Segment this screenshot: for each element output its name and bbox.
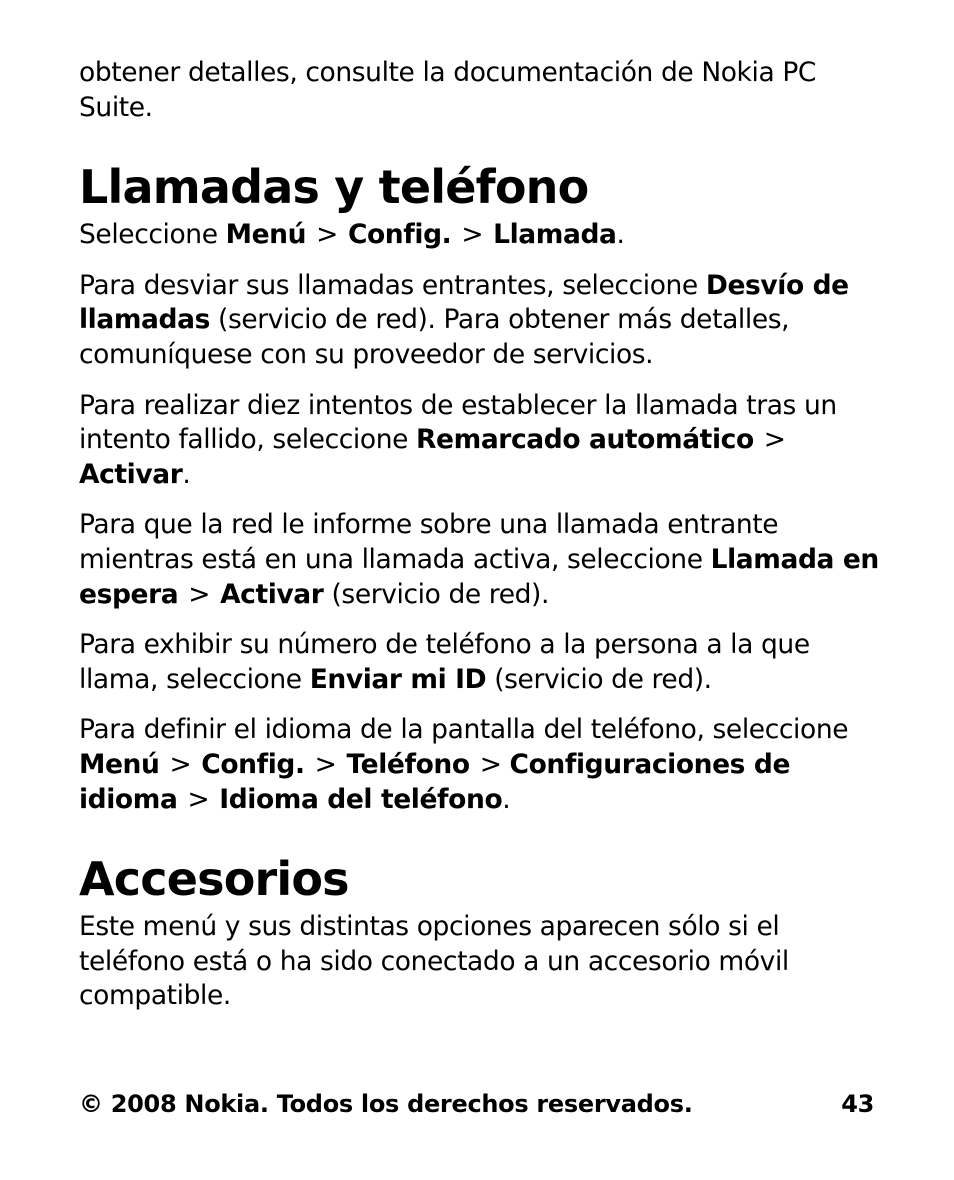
language-settings: Configuraciones de idioma [79,748,791,815]
redial-activate: Activar [79,458,183,490]
redial-separator: > [763,424,786,456]
forward-option: Desvío de llamadas [79,269,849,336]
language-paragraph [79,713,879,817]
nav-prefix: Seleccione [79,219,226,251]
id-paragraph [79,628,879,697]
id-option: Enviar mi ID [309,663,487,695]
id-text-end: (servicio de red). [486,663,712,695]
page-content [79,56,879,1014]
language-telefono: Teléfono [346,748,470,780]
forward-paragraph [79,269,879,373]
waiting-paragraph [79,508,879,612]
forward-text-end: (servicio de red). Para obtener más detalles, comuníquese con su proveedor de servicios. [79,304,790,370]
accessories-paragraph: Este menú y sus distintas opciones aparecen sólo si el teléfono está o ha sido conectado a un accesorio móvil compatible. [79,911,789,1012]
page-number: 43 [841,1090,874,1118]
nav-separator: > [316,219,338,251]
redial-option: Remarcado automático [416,424,754,456]
nav-separator: > [461,219,484,251]
accessories-heading: Accesorios [79,852,349,907]
waiting-activate: Activar [220,578,324,610]
copyright-text: © 2008 Nokia. Todos los derechos reservados. [79,1090,693,1118]
language-config: Config. [201,748,305,780]
waiting-option: Llamada en espera [79,543,879,610]
redial-text: Para realizar diez intentos de establecer la llamada tras un intento fallido, seleccione [79,389,837,456]
nav-menu: Menú [225,219,307,251]
nav-llamada: Llamada [493,219,617,251]
calls-nav-path [79,218,879,253]
waiting-text: Para que la red le informe sobre una llamada entrante mientras está en una llamada activa, seleccione [79,509,779,575]
language-separator: > [479,748,502,780]
redial-paragraph [79,389,879,493]
waiting-separator: > [188,578,211,610]
language-menu: Menú [79,748,160,780]
nav-config: Config. [347,219,452,251]
language-separator: > [187,783,210,815]
language-separator: > [314,748,337,780]
language-end: . [502,783,511,815]
nav-end: . [616,219,625,251]
redial-end: . [182,458,191,490]
forward-text: Para desviar sus llamadas entrantes, seleccione [79,269,706,301]
language-separator: > [169,748,192,780]
waiting-text-end: (servicio de red). [323,578,549,610]
page-footer [79,1088,874,1120]
language-phone-language: Idioma del teléfono [219,783,503,815]
language-text: Para definir el idioma de la pantalla del teléfono, seleccione [79,714,849,746]
intro-continuation: obtener detalles, consulte la documentación de Nokia PC Suite. [79,57,817,123]
id-text: Para exhibir su número de teléfono a la persona a la que llama, seleccione [79,629,810,695]
calls-heading: Llamadas y teléfono [79,160,589,215]
